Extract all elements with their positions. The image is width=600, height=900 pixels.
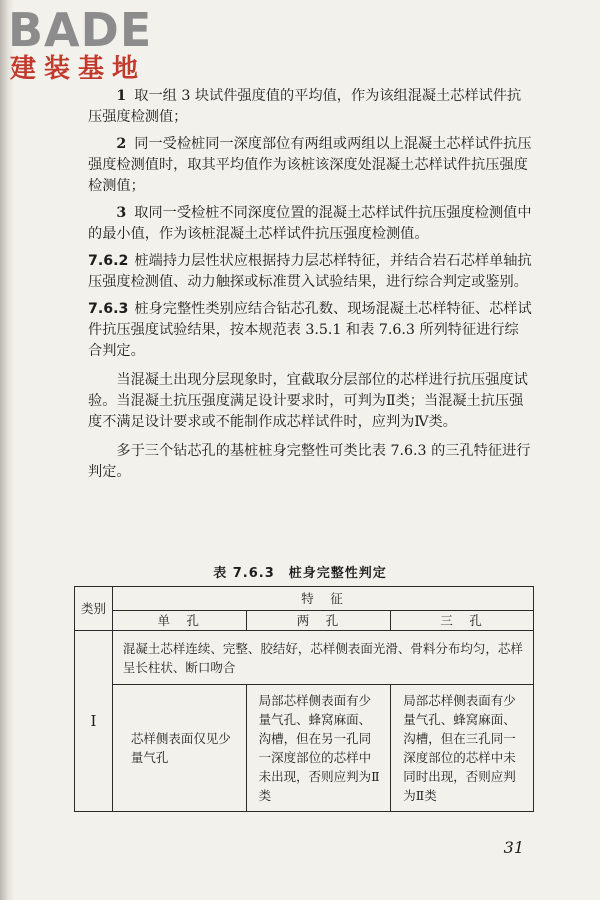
single-hole-cell: 芯样侧表面仅见少量气孔: [112, 685, 246, 812]
paragraph-text: 取同一受检桩不同深度位置的混凝土芯样试件抗压强度检测值中的最小值，作为该桩混凝土芯样试件抗压强度检测值。: [88, 205, 532, 242]
body-text: [88, 86, 532, 483]
integrity-table: [74, 586, 534, 812]
two-holes-cell: 局部芯样侧表面有少量气孔、蜂窝麻面、沟槽，但在另一孔同一深度部位的芯样中未出现，否则应判为Ⅱ类: [246, 685, 391, 812]
section-number: 7.6.3: [88, 301, 129, 317]
paragraph-item-2: [88, 134, 532, 197]
watermark-subtitle: 建装基地: [10, 54, 147, 84]
item-number: 2: [116, 136, 127, 152]
item-number: 3: [116, 205, 127, 221]
header-two-holes: 两 孔: [246, 611, 391, 631]
paragraph-multi-hole: 多于三个钻芯孔的基桩桩身完整性可类比表 7.6.3 的三孔特征进行判定。: [88, 443, 531, 480]
table-caption: 表 7.6.3 桩身完整性判定: [213, 566, 387, 581]
paragraph-layering: 当混凝土出现分层现象时，宜截取分层部位的芯样进行抗压强度试验。当混凝土抗压强度满足设计要求时，可判为Ⅱ类；当混凝土抗压强度不满足设计要求或不能制作成芯样试件时，应判为Ⅳ类。: [88, 372, 528, 430]
three-holes-cell: 局部芯样侧表面有少量气孔、蜂窝麻面、沟槽，但在三孔同一深度部位的芯样中未同时出现，否则应判为Ⅱ类: [391, 685, 534, 812]
table-header-row: [75, 587, 534, 611]
section-text: 桩端持力层性状应根据持力层芯样特征，并结合岩石芯样单轴抗压强度检测值、动力触探或标准贯入试验结果，进行综合判定或鉴别。: [88, 253, 532, 290]
header-category: 类别: [75, 587, 113, 631]
header-three-holes: 三 孔: [391, 611, 534, 631]
item-number: 1: [116, 88, 127, 104]
page-number: 31: [503, 838, 524, 857]
section-7-6-2: [88, 251, 532, 293]
watermark-brand: BADE: [8, 3, 153, 57]
common-feature-cell: 混凝土芯样连续、完整、胶结好，芯样侧表面光滑、骨料分布均匀，芯样呈长柱状、断口吻合: [112, 631, 533, 685]
table-row: [75, 631, 534, 685]
paragraph-text: 取一组 3 块试件强度值的平均值，作为该组混凝土芯样试件抗压强度检测值；: [88, 88, 522, 125]
section-text: 桩身完整性类别应结合钻芯孔数、现场混凝土芯样特征、芯样试件抗压强度试验结果，按本规范表 3.5.1 和表 7.6.3 所列特征进行综合判定。: [88, 301, 532, 359]
book-binding-shadow: [0, 0, 14, 900]
header-single-hole: 单 孔: [112, 611, 246, 631]
section-7-6-3: [88, 299, 532, 362]
section-number: 7.6.2: [88, 253, 129, 269]
paragraph-text: 同一受检桩同一深度部位有两组或两组以上混凝土芯样试件抗压强度检测值时，取其平均值作为该桩该深度处混凝土芯样试件抗压强度检测值；: [88, 136, 532, 194]
table-subheader-row: [75, 611, 534, 631]
paragraph-item-1: [88, 86, 532, 128]
header-feature: 特 征: [112, 587, 533, 611]
paragraph-item-3: [88, 203, 532, 245]
watermark-logo: [8, 3, 153, 84]
table-row: [75, 685, 534, 812]
class-label: Ⅰ: [75, 631, 113, 812]
